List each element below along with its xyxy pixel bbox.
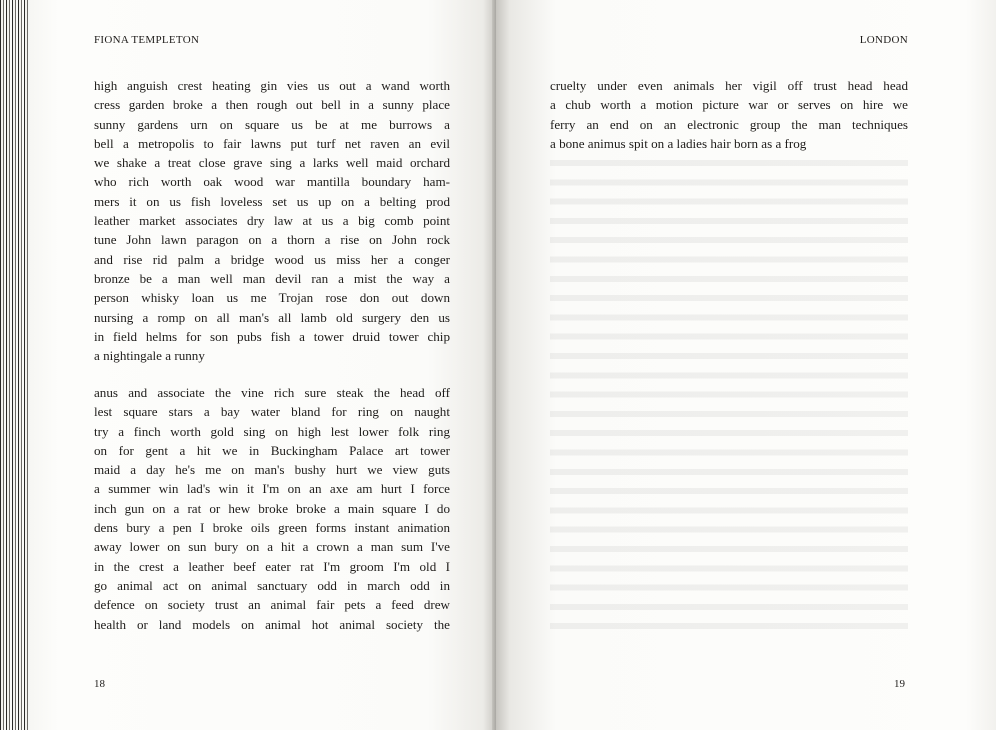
stanza-3-line: ferry an end on an electronic group the man techniques [550, 116, 908, 132]
stanza-2-line: a summer win lad's win it I'm on an axe am hurt I force [94, 481, 450, 497]
stanza-3-line: a bone animus spit on a ladies hair born as a frog [550, 135, 807, 151]
stanza-3-line: a chub worth a motion picture war or serves on hire we [550, 97, 908, 113]
stanza-2-line: defence on society trust an animal fair pets a feed drew [94, 597, 450, 613]
stanza-1-line: bell a metropolis to fair lawns put turf net raven an evil [94, 135, 450, 151]
stanza-2-line: go animal act on animal sanctuary odd in march odd in [94, 577, 450, 593]
stanza-2-line: in the crest a leather beef eater rat I'm groom I'm old I [94, 558, 450, 574]
stanza-1-line: who rich worth oak wood war mantilla boundary ham- [94, 174, 450, 190]
stanza-2-line: away lower on sun bury on a hit a crown a man sum I've [94, 539, 450, 555]
stanza-2-line: lest square stars a bay water bland for ring on naught [94, 404, 450, 420]
running-head-title: LONDON [859, 34, 908, 46]
page-number-left: 18 [94, 678, 105, 690]
stanza-1-line: and rise rid palm a bridge wood us miss her a conger [94, 251, 450, 267]
stanza-1-line: a nightingale a runny [94, 348, 205, 364]
stanza-2-line: dens bury a pen I broke oils green forms instant animation [94, 520, 450, 536]
stanza-1-line: cress garden broke a then rough out bell in a sunny place [94, 97, 450, 113]
stanza-2-line: on for gent a hit we in Buckingham Palace art tower [94, 442, 450, 458]
stanza-1-line: we shake a treat close grave sing a larks well maid orchard [94, 155, 450, 171]
stanza-2-line: anus and associate the vine rich sure steak the head off [94, 385, 450, 400]
stanza-1 [94, 76, 450, 365]
stanza-1-line: tune John lawn paragon on a thorn a rise on John rock [94, 232, 450, 248]
stanza-2-line: inch gun on a rat or hew broke broke a main square I do [94, 500, 450, 516]
stanza-1-line: nursing a romp on all man's all lamb old surgery den us [94, 309, 450, 325]
stanza-3 [550, 76, 908, 153]
show-through-texture [550, 152, 908, 632]
right-page [496, 0, 996, 730]
stanza-1-line: leather market associates dry law at us a big comb point [94, 213, 450, 229]
stanza-2-line: maid a day he's me on man's bushy hurt we view guts [94, 462, 450, 478]
stanza-1-line: bronze be a man well man devil ran a mist the way a [94, 270, 450, 286]
stanza-1-line: in field helms for son pubs fish a tower druid tower chip [94, 328, 450, 344]
running-head-author: FIONA TEMPLETON [94, 34, 200, 46]
stanza-2-line: health or land models on animal hot animal society the [94, 616, 450, 632]
stanza-3-line: cruelty under even animals her vigil off trust head head [550, 78, 908, 93]
stanza-2-line: try a finch worth gold sing on high lest lower folk ring [94, 423, 450, 439]
stanza-1-line: sunny gardens urn on square us be at me burrows a [94, 116, 450, 132]
stanza-1-line: high anguish crest heating gin vies us out a wand worth [94, 78, 450, 93]
left-page [28, 0, 496, 730]
stanza-2 [94, 383, 450, 634]
stanza-1-line: person whisky loan us me Trojan rose don out down [94, 290, 450, 306]
page-edges [0, 0, 28, 730]
stanza-1-line: mers it on us fish loveless set us up on a belting prod [94, 193, 450, 209]
page-number-right: 19 [894, 678, 905, 690]
